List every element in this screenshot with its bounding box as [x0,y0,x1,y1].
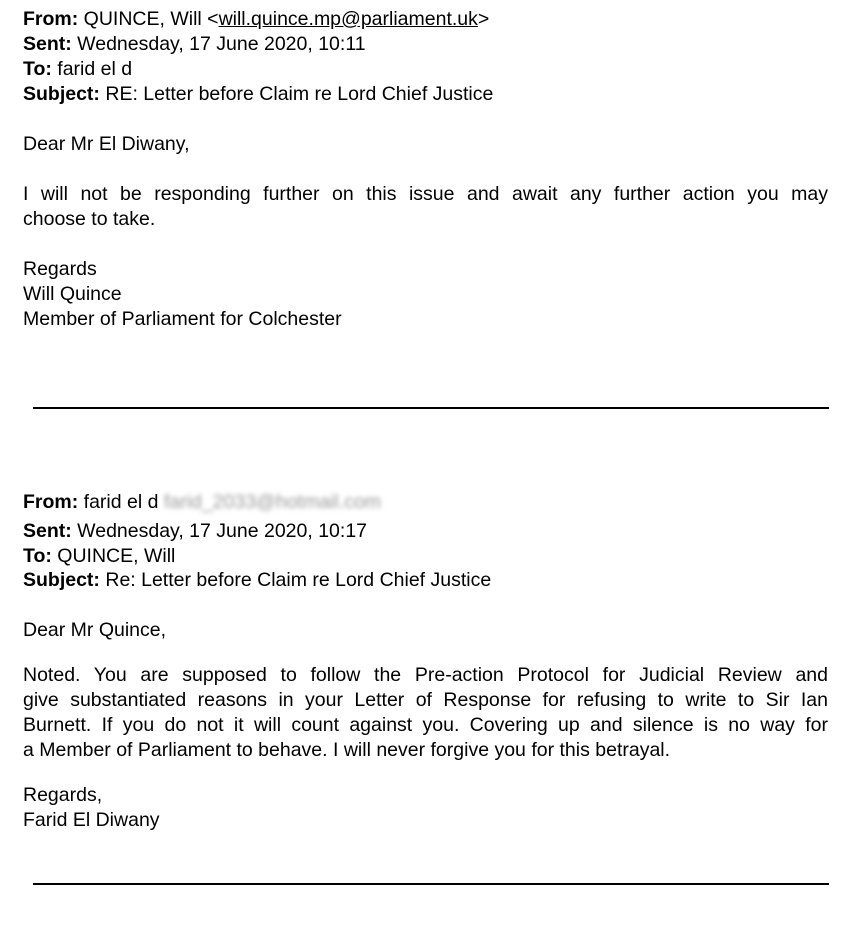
email1-to-line [23,57,132,82]
sent-label: Sent: [23,33,72,55]
email1-from-line: From: QUINCE, Will <will.quince.mp@parliament.uk> [23,8,490,30]
from-label: From: [23,491,79,513]
subject-value: RE: Letter before Claim re Lord Chief Justice [105,83,494,105]
email2-sent-line [23,519,367,544]
subject-label: Subject: [23,569,100,591]
email1-sig-name: Will Quince [23,283,122,305]
divider [33,883,829,885]
body-line: a Member of Parliament to behave. I will never forgive you for this betrayal. [23,739,671,761]
to-label: To: [23,545,52,567]
to-value: QUINCE, Will [57,545,176,567]
body-line: give substantiated reasons in your Letter of Response for refusing to write to Sir Ian [23,689,828,711]
subject-label: Subject: [23,83,100,105]
email1-greeting: Dear Mr El Diwany, [23,133,190,155]
sent-value: Wednesday, 17 June 2020, 10:11 [77,33,366,55]
email1-sig-title: Member of Parliament for Colchester [23,308,342,330]
email2-sig-name: Farid El Diwany [23,809,160,831]
to-value: farid el d [57,58,133,80]
body-line: choose to take. [23,208,156,230]
sent-value: Wednesday, 17 June 2020, 10:17 [77,520,368,542]
subject-value: Re: Letter before Claim re Lord Chief Justice [105,569,492,591]
sent-label: Sent: [23,520,72,542]
divider [33,407,829,409]
from-label: From: [23,8,79,30]
body-line: Noted. You are supposed to follow the Pre-action Protocol for Judicial Review and [23,664,828,686]
email1-signoff: Regards [23,258,97,280]
body-line: Burnett. If you do not it will count against you. Covering up and silence is no way for [23,714,828,736]
email2-greeting: Dear Mr Quince, [23,619,167,641]
email2-signoff: Regards, [23,784,103,806]
email1-body [23,182,828,232]
email2-subject-line [23,568,491,593]
to-label: To: [23,58,52,80]
redacted-email: farid_2033@hotmail.com [163,491,381,513]
from-email-link[interactable]: will.quince.mp@parliament.uk [218,8,478,30]
email2-body [23,663,828,763]
body-line: I will not be responding further on this issue and await any further action you may [23,183,828,205]
email1-sent-line [23,32,366,57]
email1-subject-line [23,82,493,107]
from-name: farid el d [83,491,159,513]
email2-from-line [23,490,381,515]
email2-to-line [23,544,175,569]
from-name: QUINCE, Will [83,8,202,30]
